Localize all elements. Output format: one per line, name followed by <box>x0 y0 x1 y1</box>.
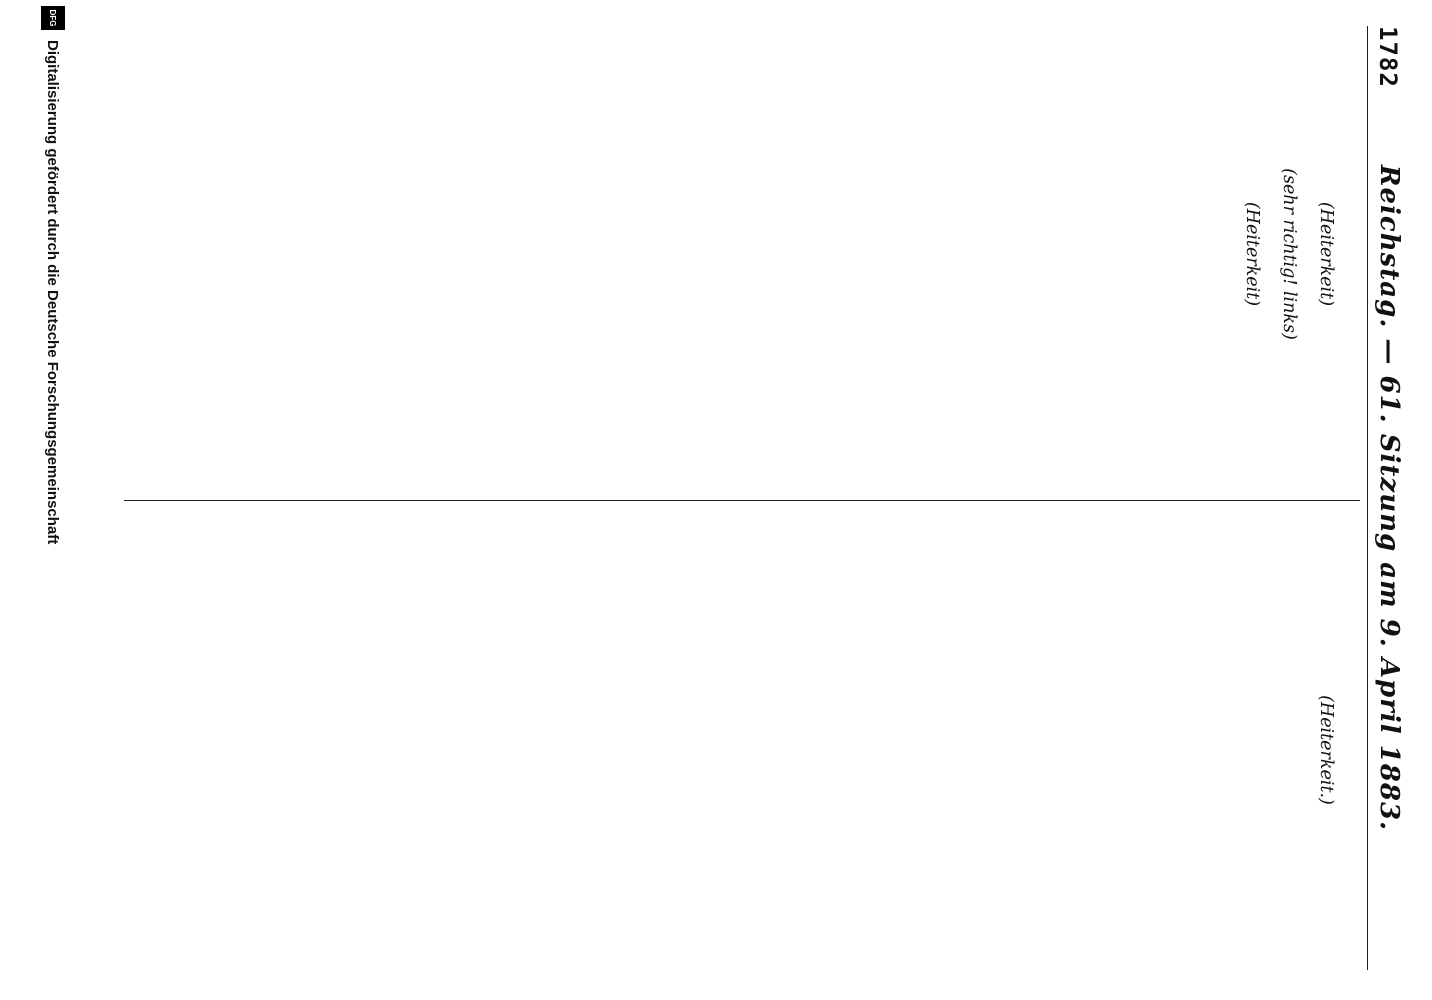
running-head: Reichstag. — 61. Sitzung am 9. April 1883. <box>1374 164 1404 832</box>
scanned-page <box>32 0 1432 1000</box>
dfg-logo: DFG <box>41 6 65 30</box>
page-number: 1782 <box>1374 26 1402 88</box>
text-column-right <box>1303 526 1348 974</box>
text-line: (Heiterkeit) <box>1316 201 1336 307</box>
text-line: (Heiterkeit) <box>1242 201 1262 307</box>
digitization-credit <box>38 0 68 1000</box>
text-line: (Heiterkeit.) <box>1316 695 1336 805</box>
column-divider <box>124 500 1360 501</box>
text-column-left <box>1229 30 1348 478</box>
credit-text: Digitalisierung gefördert durch die Deutsche Forschungsgemeinschaft <box>44 40 62 545</box>
page-header <box>1367 26 1408 970</box>
text-line: (sehr richtig! links) <box>1279 168 1299 340</box>
